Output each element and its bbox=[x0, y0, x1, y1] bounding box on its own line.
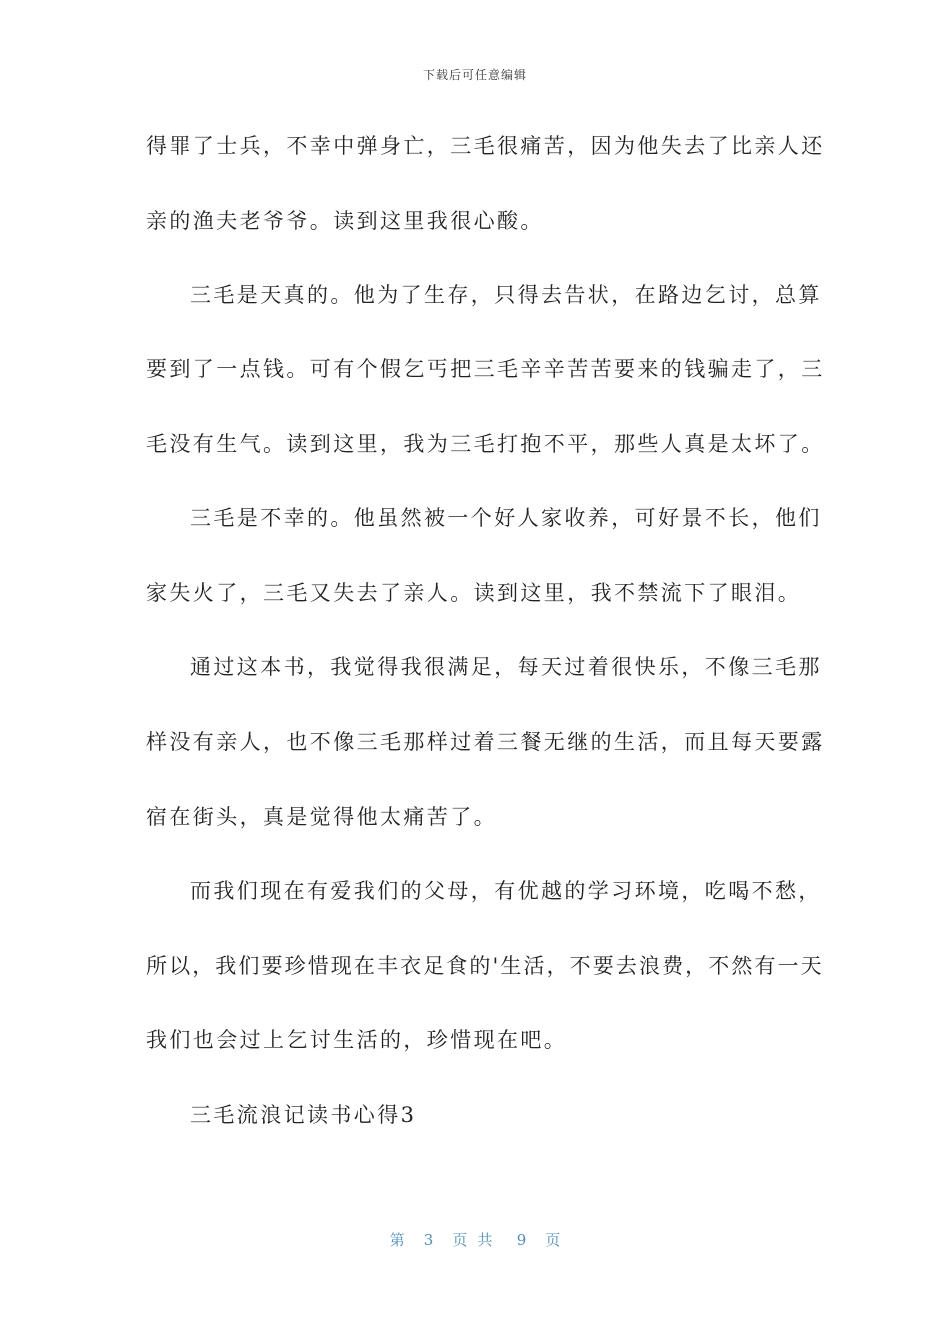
text-line: 要到了一点钱。可有个假乞丐把三毛辛辛苦苦要来的钱骗走了，三 bbox=[146, 357, 825, 381]
paragraph-start-line: 三毛是不幸的。他虽然被一个好人家收养，可好景不长，他们 bbox=[190, 506, 822, 530]
paragraph-start-line: 三毛是天真的。他为了生存，只得去告状，在路边乞讨，总算 bbox=[190, 283, 822, 307]
page-footer bbox=[0, 1229, 950, 1250]
header-note: 下载后可任意编辑 bbox=[422, 68, 527, 82]
paragraph-start-line: 通过这本书，我觉得我很满足，每天过着很快乐，不像三毛那 bbox=[190, 655, 822, 679]
page-label-pre: 第 bbox=[389, 1231, 405, 1249]
text-line: 家失火了，三毛又失去了亲人。读到这里，我不禁流下了眼泪。 bbox=[146, 581, 802, 605]
page-label-mid: 页共 bbox=[452, 1231, 503, 1249]
text-line: 毛没有生气。读到这里，我为三毛打抱不平，那些人真是太坏了。 bbox=[146, 432, 825, 456]
text-line: 得罪了士兵，不幸中弹身亡，三毛很痛苦，因为他失去了比亲人还 bbox=[146, 134, 825, 158]
text-line: 我们也会过上乞讨生活的，珍惜现在吧。 bbox=[146, 1028, 568, 1052]
paragraph-start-line: 而我们现在有爱我们的父母，有优越的学习环境，吃喝不愁， bbox=[190, 879, 822, 903]
page-total: 9 bbox=[516, 1231, 527, 1249]
text-line: 亲的渔夫老爷爷。读到这里我很心酸。 bbox=[146, 209, 544, 233]
text-line: 所以，我们要珍惜现在丰衣足食的'生活，不要去浪费，不然有一天 bbox=[146, 954, 824, 978]
text-line: 样没有亲人，也不像三毛那样过着三餐无继的生活，而且每天要露 bbox=[146, 730, 825, 754]
section-heading: 三毛流浪记读书心得3 bbox=[190, 1103, 417, 1127]
page-current: 3 bbox=[423, 1231, 434, 1249]
text-line: 宿在街头，真是觉得他太痛苦了。 bbox=[146, 805, 497, 829]
page-label-post: 页 bbox=[545, 1231, 561, 1249]
